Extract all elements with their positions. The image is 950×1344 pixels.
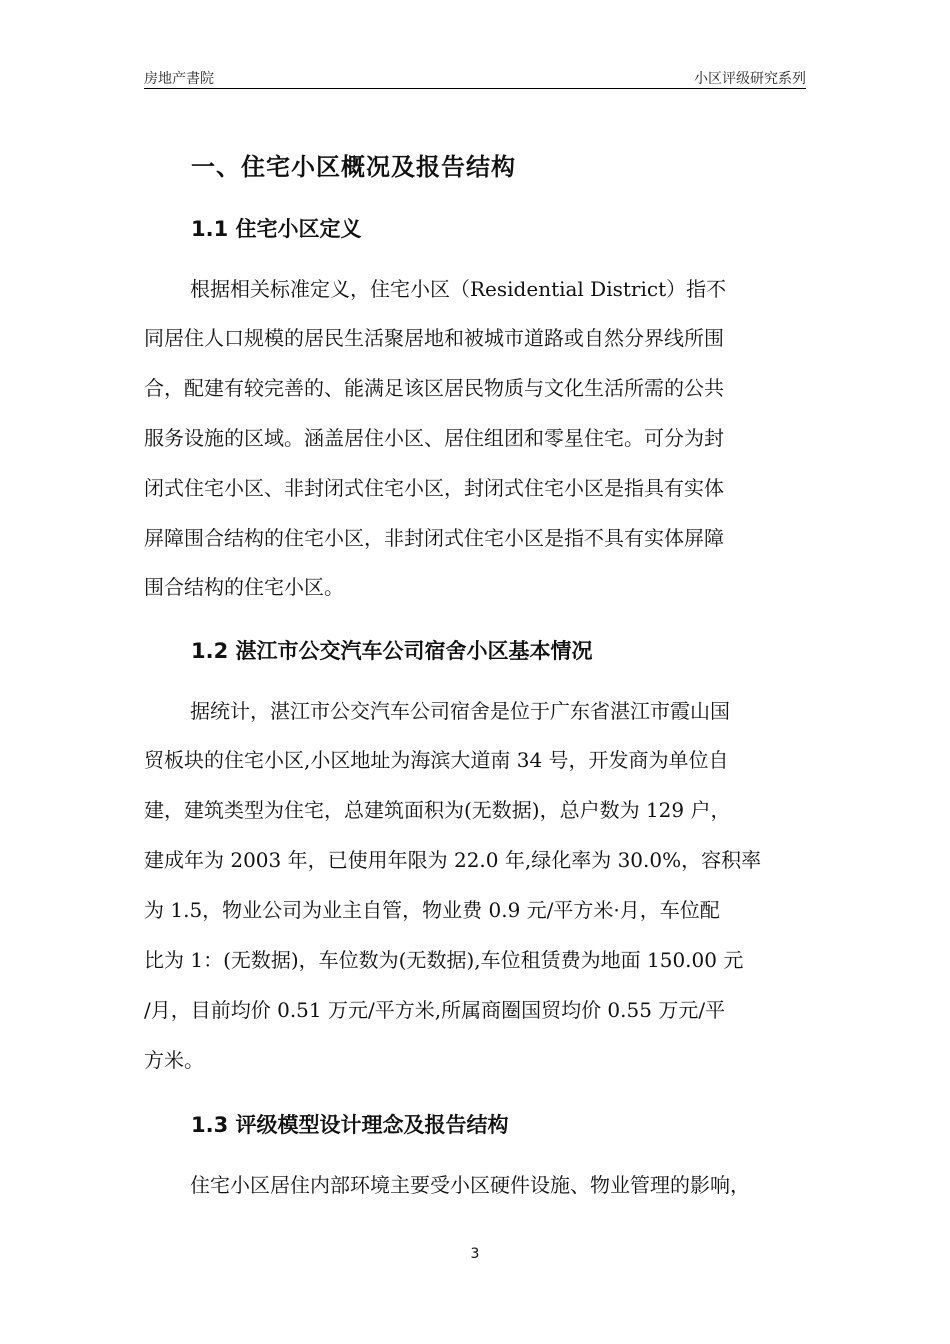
- paragraph-line: 服务设施的区域。涵盖居住小区、居住组团和零星住宅。可分为封: [144, 426, 724, 450]
- paragraph-line: 围合结构的住宅小区。: [144, 575, 344, 599]
- paragraph-line: 屏障围合结构的住宅小区，非封闭式住宅小区是指不具有实体屏障: [144, 526, 724, 550]
- chapter-title: 一、住宅小区概况及报告结构: [191, 153, 516, 181]
- section-1-3-heading: 1.3 评级模型设计理念及报告结构: [191, 1113, 509, 1137]
- section-1-1-heading: 1.1 住宅小区定义: [191, 217, 362, 241]
- header-series: 小区评级研究系列: [694, 71, 806, 87]
- paragraph-line: 建成年为 2003 年，已使用年限为 22.0 年,绿化率为 30.0%，容积率: [144, 848, 762, 872]
- paragraph-line: 为 1.5，物业公司为业主自管，物业费 0.9 元/平方米·月，车位配: [144, 898, 720, 922]
- paragraph-line: 建，建筑类型为住宅，总建筑面积为(无数据)，总户数为 129 户，: [144, 798, 731, 822]
- paragraph-line: /月，目前均价 0.51 万元/平方米,所属商圈国贸均价 0.55 万元/平: [144, 998, 726, 1022]
- paragraph-line: 闭式住宅小区、非封闭式住宅小区，封闭式住宅小区是指具有实体: [144, 476, 724, 500]
- paragraph-line: 比为 1：(无数据)，车位数为(无数据),车位租赁费为地面 150.00 元: [144, 948, 744, 972]
- paragraph-line: 据统计，湛江市公交汽车公司宿舍是位于广东省湛江市霞山国: [190, 699, 730, 723]
- paragraph-line: 贸板块的住宅小区,小区地址为海滨大道南 34 号，开发商为单位自: [144, 748, 729, 772]
- paragraph-line: 根据相关标准定义，住宅小区（Residential District）指不: [190, 277, 727, 301]
- header-publisher: 房地产書院: [144, 71, 214, 87]
- paragraph-line: 合，配建有较完善的、能满足该区居民物质与文化生活所需的公共: [144, 376, 724, 400]
- page-header: [144, 66, 806, 90]
- paragraph-line: 住宅小区居住内部环境主要受小区硬件设施、物业管理的影响，: [190, 1173, 750, 1197]
- paragraph-line: 方米。: [144, 1048, 204, 1072]
- page-number: 3: [470, 1246, 480, 1262]
- header-rule: [144, 88, 806, 89]
- section-1-2-heading: 1.2 湛江市公交汽车公司宿舍小区基本情况: [191, 639, 593, 663]
- paragraph-line: 同居住人口规模的居民生活聚居地和被城市道路或自然分界线所围: [144, 326, 724, 350]
